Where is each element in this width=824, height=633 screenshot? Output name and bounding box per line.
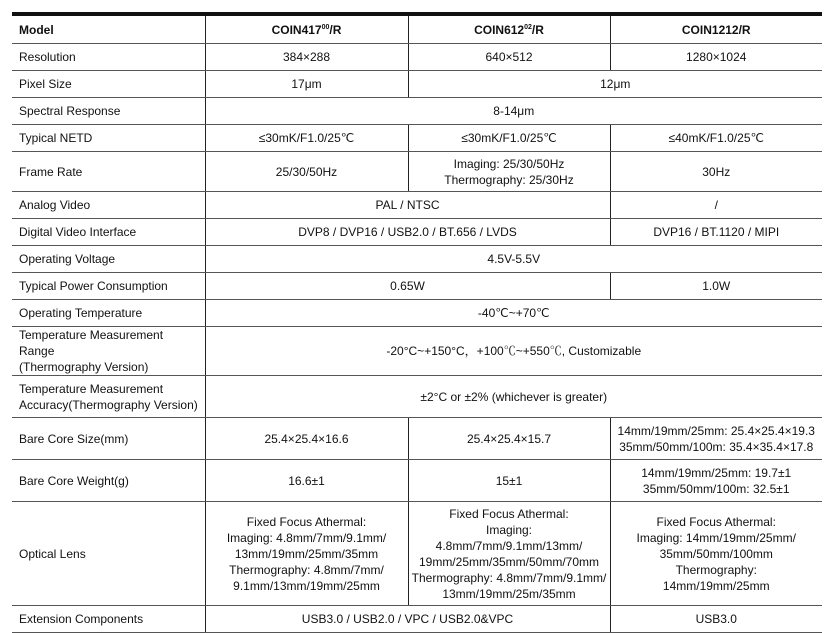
- cell: 25/30/50Hz: [205, 152, 408, 192]
- model-name: COIN612: [474, 22, 525, 37]
- row-label: Analog Video: [12, 192, 205, 219]
- cell: 14mm/19mm/25mm: 25.4×25.4×19.3 35mm/50mm/100m: 35.4×35.4×17.8: [610, 418, 822, 460]
- cell: 30Hz: [610, 152, 822, 192]
- row-core-size: [12, 418, 822, 460]
- cell: 4.5V-5.5V: [205, 246, 822, 273]
- row-extension: [12, 606, 822, 633]
- cell: DVP8 / DVP16 / USB2.0 / BT.656 / LVDS: [205, 219, 610, 246]
- row-label: Temperature Measurement Accuracy(Thermography Version): [12, 376, 205, 418]
- row-label: Typical Power Consumption: [12, 273, 205, 300]
- header-model: Model: [12, 14, 205, 44]
- row-label: Pixel Size: [12, 71, 205, 98]
- row-label: Optical Lens: [12, 502, 205, 606]
- cell: ≤40mK/F1.0/25℃: [610, 125, 822, 152]
- model-sup: 02: [524, 23, 532, 31]
- cell: 14mm/19mm/25mm: 19.7±1 35mm/50mm/100m: 32.5±1: [610, 460, 822, 502]
- row-voltage: [12, 246, 822, 273]
- row-optical-lens: [12, 502, 822, 606]
- row-label: Frame Rate: [12, 152, 205, 192]
- cell: USB3.0: [610, 606, 822, 633]
- model-sup: 00: [321, 23, 330, 31]
- row-power: [12, 273, 822, 300]
- cell: 25.4×25.4×16.6: [205, 418, 408, 460]
- row-frame-rate: [12, 152, 822, 192]
- row-meas-range: [12, 327, 822, 376]
- header-row: [12, 14, 822, 44]
- cell: 640×512: [408, 44, 610, 71]
- row-pixel-size: [12, 71, 822, 98]
- cell: -40℃~+70℃: [205, 300, 822, 327]
- cell: 15±1: [408, 460, 610, 502]
- header-coin1212: COIN1212/R: [610, 14, 822, 44]
- row-label: Operating Voltage: [12, 246, 205, 273]
- cell: -20°C~+150°C，+100℃~+550℃, Customizable: [205, 327, 822, 376]
- row-label: Spectral Response: [12, 98, 205, 125]
- cell: PAL / NTSC: [205, 192, 610, 219]
- row-label: Operating Temperature: [12, 300, 205, 327]
- row-label: Resolution: [12, 44, 205, 71]
- cell: 8-14μm: [205, 98, 822, 125]
- cell: DVP16 / BT.1120 / MIPI: [610, 219, 822, 246]
- cell: ≤30mK/F1.0/25℃: [408, 125, 610, 152]
- cell: 1280×1024: [610, 44, 822, 71]
- cell: /: [610, 192, 822, 219]
- cell: 1.0W: [610, 273, 822, 300]
- row-label: Temperature Measurement Range (Thermography Version): [12, 327, 205, 376]
- row-label: Bare Core Weight(g): [12, 460, 205, 502]
- row-analog: [12, 192, 822, 219]
- cell: 12μm: [408, 71, 822, 98]
- row-label: Typical NETD: [12, 125, 205, 152]
- cell: USB3.0 / USB2.0 / VPC / USB2.0&VPC: [205, 606, 610, 633]
- header-coin612: [408, 14, 610, 44]
- cell: Fixed Focus Athermal: Imaging: 4.8mm/7mm/9.1mm/ 13mm/19mm/25mm/35mm Thermography: 4.8mm/7mm/ 9.1mm/13mm/19mm/25mm: [205, 502, 408, 606]
- row-netd: [12, 125, 822, 152]
- model-suffix: /R: [329, 22, 342, 37]
- row-label: Extension Components: [12, 606, 205, 633]
- row-resolution: [12, 44, 822, 71]
- cell: 17μm: [205, 71, 408, 98]
- cell: 16.6±1: [205, 460, 408, 502]
- cell: 384×288: [205, 44, 408, 71]
- row-op-temp: [12, 300, 822, 327]
- row-meas-accuracy: [12, 376, 822, 418]
- cell: ≤30mK/F1.0/25℃: [205, 125, 408, 152]
- row-spectral: [12, 98, 822, 125]
- spec-table: [12, 12, 822, 633]
- model-suffix: /R: [531, 22, 544, 37]
- header-coin417: [205, 14, 408, 44]
- row-digital: [12, 219, 822, 246]
- model-name: COIN417: [271, 22, 322, 37]
- cell: Fixed Focus Athermal: Imaging: 14mm/19mm/25mm/ 35mm/50mm/100mm Thermography: 14mm/19mm/25mm: [610, 502, 822, 606]
- cell: Imaging: 25/30/50Hz Thermography: 25/30Hz: [408, 152, 610, 192]
- row-core-weight: [12, 460, 822, 502]
- row-label: Digital Video Interface: [12, 219, 205, 246]
- row-label: Bare Core Size(mm): [12, 418, 205, 460]
- cell: 0.65W: [205, 273, 610, 300]
- cell: ±2°C or ±2% (whichever is greater): [205, 376, 822, 418]
- cell: 25.4×25.4×15.7: [408, 418, 610, 460]
- cell: Fixed Focus Athermal: Imaging: 4.8mm/7mm/9.1mm/13mm/ 19mm/25mm/35mm/50mm/70mm Thermography: 4.8mm/7mm/9.1mm/ 13mm/19mm/25m/35mm: [408, 502, 610, 606]
